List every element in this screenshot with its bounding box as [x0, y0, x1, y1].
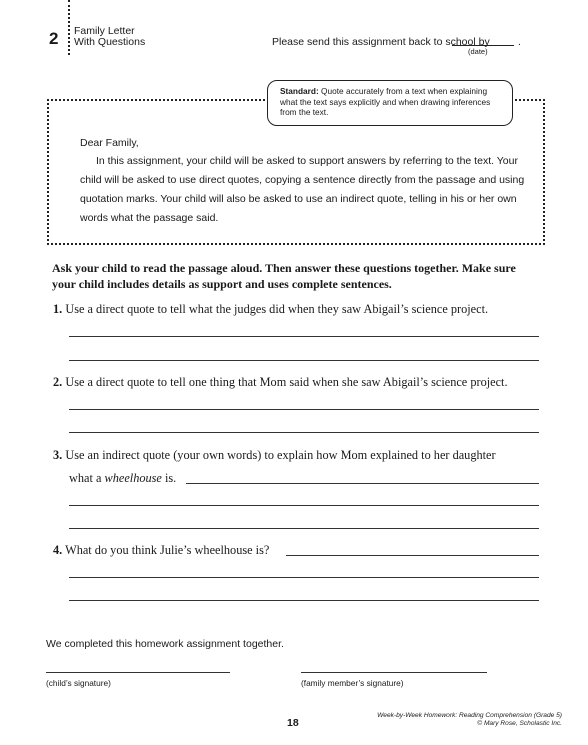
credit-line-1: Week-by-Week Homework: Reading Comprehension (Grade 5): [377, 712, 562, 719]
header-dotted-divider: [68, 0, 70, 55]
child-signature-label: (child’s signature): [46, 678, 111, 688]
child-signature-line[interactable]: [46, 672, 230, 673]
date-label: (date): [468, 47, 488, 56]
unit-number: 2: [49, 29, 59, 48]
family-signature-line[interactable]: [301, 672, 487, 673]
credit-line-2: © Mary Rose, Scholastic Inc.: [477, 720, 562, 727]
question-number: 2.: [53, 375, 63, 389]
question-text-part: what a: [69, 471, 105, 485]
question-number: 4.: [53, 543, 63, 557]
question-4: [53, 543, 269, 558]
answer-line[interactable]: [69, 360, 539, 361]
page-number: 18: [287, 717, 299, 729]
question-2: [53, 375, 508, 390]
answer-line[interactable]: [69, 577, 539, 578]
question-number: 1.: [53, 302, 63, 316]
question-1: [53, 302, 488, 317]
question-text: Use an indirect quote (your own words) to explain how Mom explained to her daughter: [65, 448, 496, 462]
question-text-emphasis: wheelhouse: [104, 471, 162, 485]
question-text: What do you think Julie’s wheelhouse is?: [65, 543, 270, 557]
answer-line[interactable]: [69, 409, 539, 410]
question-text-part: is.: [161, 471, 177, 485]
answer-line[interactable]: [69, 505, 539, 506]
question-3-line2: [69, 471, 176, 486]
unit-title: [74, 26, 145, 48]
question-text: Use a direct quote to tell what the judges did when they saw Abigail’s science project.: [65, 302, 489, 316]
question-text: Use a direct quote to tell one thing that Mom said when she saw Abigail’s science project.: [65, 375, 508, 389]
unit-title-line1: Family Letter: [74, 25, 135, 37]
answer-line[interactable]: [186, 483, 539, 484]
letter-body: In this assignment, your child will be asked to support answers by referring to the text. Your child will be asked to use direct quotes, copying a sentence directly from the passage and using quotation marks. Your child will also be asked to use an indirect quote, telling in his or her own words what the passage said.: [80, 155, 525, 224]
send-back-text: Please send this assignment back to school by: [272, 36, 490, 48]
credit-line: [360, 712, 562, 728]
standard-callout: [267, 80, 513, 126]
answer-line[interactable]: [69, 432, 539, 433]
answer-line[interactable]: [286, 555, 539, 556]
question-3: [53, 448, 496, 463]
date-field[interactable]: [452, 45, 514, 46]
family-signature-label: (family member’s signature): [301, 678, 404, 688]
standard-label: Standard:: [280, 86, 319, 96]
answer-line[interactable]: [69, 600, 539, 601]
instructions: Ask your child to read the passage aloud. Then answer these questions together. Make sure your child includes details as support and uses complete sentences.: [52, 261, 516, 291]
completion-statement: We completed this homework assignment together.: [46, 638, 284, 650]
answer-line[interactable]: [69, 336, 539, 337]
unit-title-line2: With Questions: [74, 36, 146, 48]
standard-text: Quote accurately from a text when explaining what the text says explicitly and when drawing inferences from the text.: [280, 86, 491, 117]
question-number: 3.: [53, 448, 63, 462]
answer-line[interactable]: [69, 528, 539, 529]
letter-greeting: Dear Family,: [80, 137, 139, 149]
send-back-period: .: [518, 36, 521, 48]
